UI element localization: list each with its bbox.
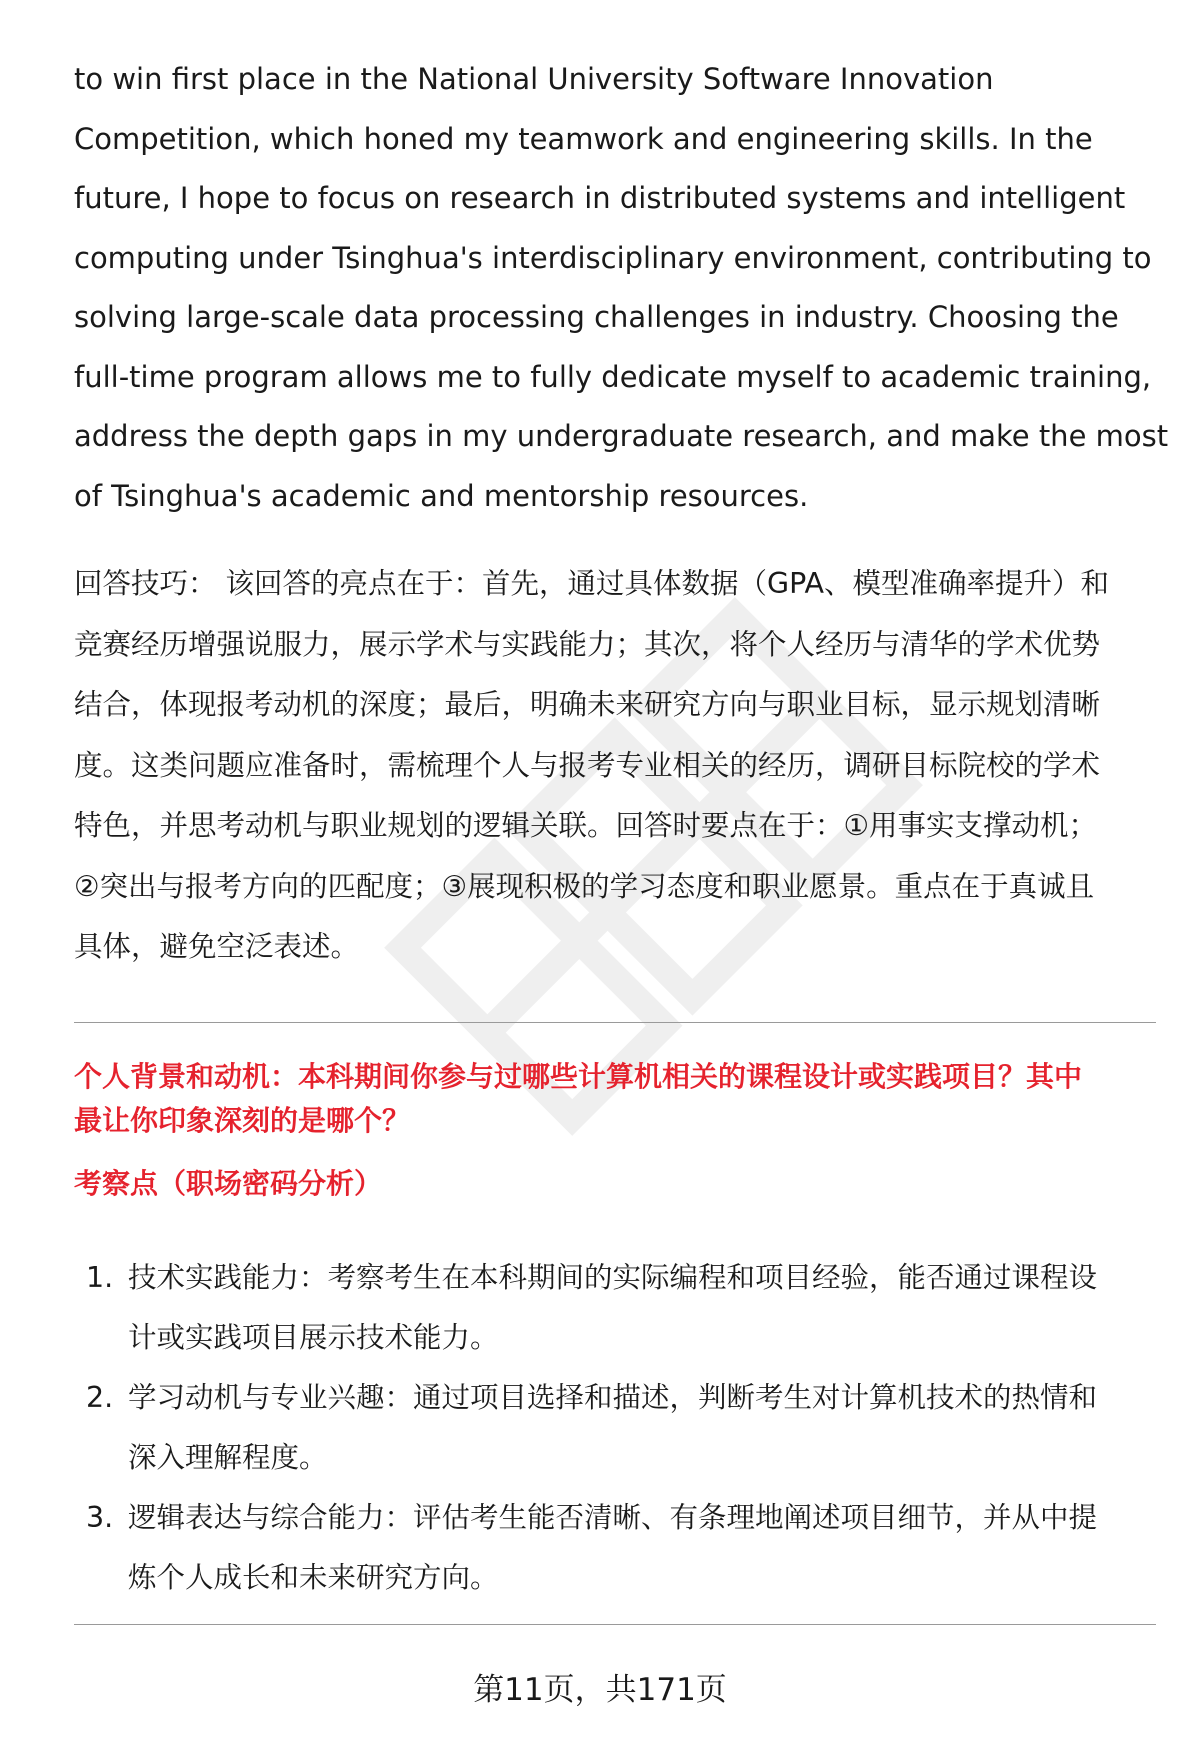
- list-item: [74, 1368, 1156, 1488]
- answer-line: address the depth gaps in my undergraduate research, and make the most: [74, 419, 1169, 453]
- list-item-number: 2.: [86, 1381, 114, 1414]
- assessment-points-list: [74, 1248, 1156, 1608]
- tips-line: 竞赛经历增强说服力，展示学术与实践能力；其次，将个人经历与清华的学术优势: [74, 627, 1101, 661]
- list-item-number: 1.: [86, 1261, 114, 1294]
- answer-line: Competition, which honed my teamwork and engineering skills. In the: [74, 121, 1093, 156]
- tips-line: 回答技巧： 该回答的亮点在于：首先，通过具体数据（GPA、模型准确率提升）和: [74, 567, 1110, 600]
- answer-line: to win first place in the National University Software Innovation: [74, 62, 994, 96]
- footer-divider: [74, 1624, 1156, 1625]
- list-item-line: 逻辑表达与综合能力：评估考生能否清晰、有条理地阐述项目细节，并从中提: [128, 1501, 1098, 1534]
- tips-line: 度。这类问题应准备时，需梳理个人与报考专业相关的经历，调研目标院校的学术: [74, 748, 1101, 782]
- list-item-number: 3.: [86, 1501, 114, 1534]
- list-item-line: 炼个人成长和未来研究方向。: [128, 1561, 499, 1594]
- answer-tips-paragraph: [74, 554, 1156, 978]
- document-page: [74, 50, 1169, 1594]
- question-line: 个人背景和动机：本科期间你参与过哪些计算机相关的课程设计或实践项目？其中: [74, 1060, 1083, 1093]
- list-item: [74, 1488, 1156, 1608]
- section-divider: [74, 1022, 1156, 1023]
- answer-line: computing under Tsinghua's interdisciplinary environment, contributing to: [74, 240, 1152, 275]
- tips-line: 特色，并思考动机与职业规划的逻辑关联。回答时要点在于：①用事实支撑动机；: [74, 809, 1098, 842]
- question-heading: [74, 1055, 1156, 1143]
- question-line: 最让你印象深刻的是哪个？: [74, 1104, 411, 1137]
- list-item-line: 技术实践能力：考察考生在本科期间的实际编程和项目经验，能否通过课程设: [128, 1261, 1098, 1294]
- page-number-footer: 第11页，共171页: [473, 1672, 727, 1708]
- tips-line: 结合，体现报考动机的深度；最后，明确未来研究方向与职业目标，显示规划清晰: [74, 688, 1101, 721]
- list-item-line: 学习动机与专业兴趣：通过项目选择和描述，判断考生对计算机技术的热情和: [128, 1381, 1098, 1414]
- tips-line: 具体，避免空泛表述。: [74, 930, 360, 963]
- list-item-line: 计或实践项目展示技术能力。: [128, 1321, 499, 1354]
- assessment-points-title: 考察点（职场密码分析）: [74, 1167, 383, 1200]
- tips-line: ②突出与报考方向的匹配度；③展现积极的学习态度和职业愿景。重点在于真诚且: [74, 869, 1095, 903]
- list-item: [74, 1248, 1156, 1368]
- list-item-line: 深入理解程度。: [128, 1441, 328, 1474]
- answer-line: future, I hope to focus on research in distributed systems and intelligent: [74, 181, 1126, 215]
- answer-line: of Tsinghua's academic and mentorship resources.: [74, 478, 809, 513]
- answer-line: solving large-scale data processing challenges in industry. Choosing the: [74, 300, 1119, 334]
- answer-paragraph: [74, 50, 1169, 526]
- answer-line: full-time program allows me to fully dedicate myself to academic training,: [74, 359, 1152, 394]
